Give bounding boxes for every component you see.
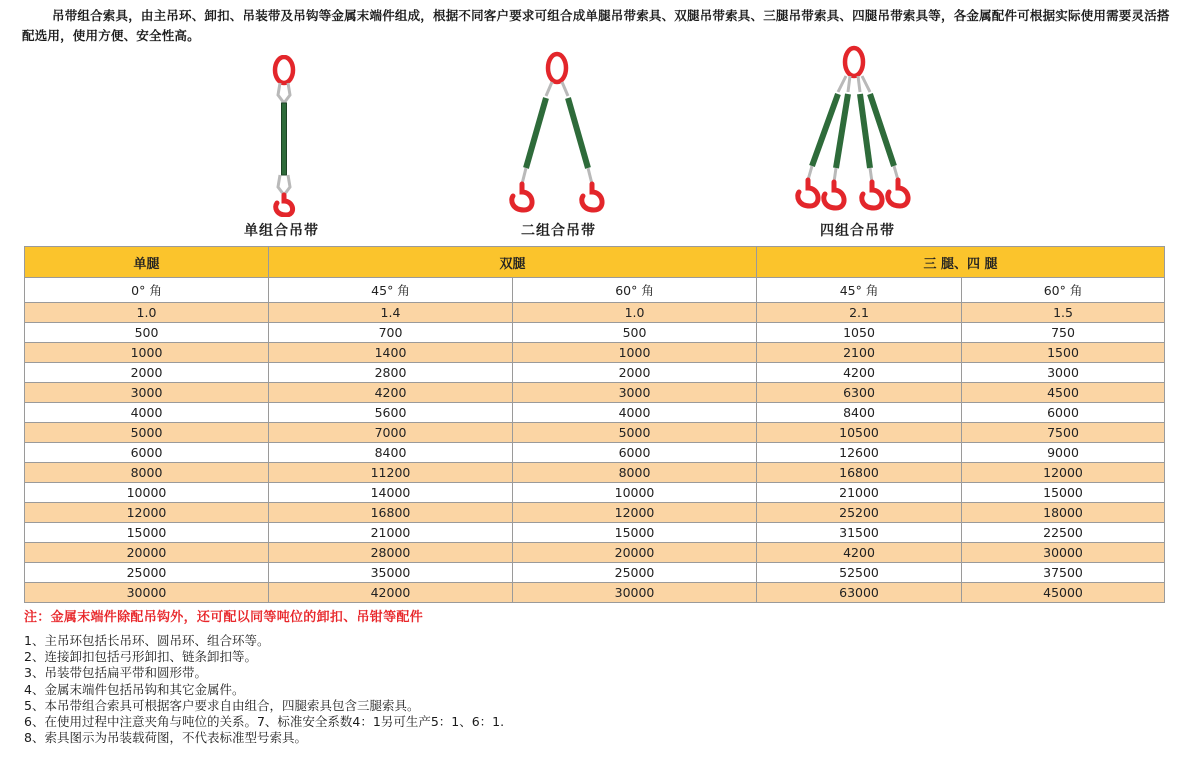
table-cell: 2800 (269, 363, 513, 383)
table-cell: 6000 (513, 443, 757, 463)
table-cell: 4200 (757, 543, 962, 563)
table-cell: 15000 (25, 523, 269, 543)
angle-header: 45° 角 (269, 278, 513, 303)
angle-header-row (25, 278, 1165, 303)
table-cell: 25000 (25, 563, 269, 583)
table-cell: 15000 (513, 523, 757, 543)
table-row (25, 583, 1165, 603)
table-cell: 2100 (757, 343, 962, 363)
table-cell: 7000 (269, 423, 513, 443)
table-cell: 6000 (25, 443, 269, 463)
list-item: 2、连接卸扣包括弓形卸扣、链条卸扣等。 (24, 649, 257, 665)
list-item: 6、在使用过程中注意夹角与吨位的关系。7、标准安全系数4：1另可生产5：1、6：1. (24, 714, 505, 730)
sling-caption-four: 四组合吊带 (820, 223, 895, 239)
angle-header: 0° 角 (25, 278, 269, 303)
table-row (25, 403, 1165, 423)
single-leg-sling-image (262, 55, 306, 217)
table-row (25, 303, 1165, 323)
table-cell: 3000 (25, 383, 269, 403)
angle-header: 45° 角 (757, 278, 962, 303)
table-cell: 3000 (513, 383, 757, 403)
table-cell: 4000 (513, 403, 757, 423)
table-cell: 8000 (25, 463, 269, 483)
table-cell: 45000 (962, 583, 1165, 603)
hook-icon (862, 182, 882, 208)
table-cell: 14000 (269, 483, 513, 503)
table-cell: 20000 (25, 543, 269, 563)
table-cell: 3000 (962, 363, 1165, 383)
header-single-leg: 单腿 (25, 247, 269, 278)
list-item: 5、本吊带组合索具可根据客户要求自由组合，四腿索具包含三腿索具。 (24, 697, 420, 713)
table-cell: 52500 (757, 563, 962, 583)
master-ring-icon (275, 57, 293, 83)
table-cell: 700 (269, 323, 513, 343)
table-cell: 12000 (962, 463, 1165, 483)
four-leg-sling-image (790, 44, 930, 216)
header-three-four-leg: 三 腿、四 腿 (757, 247, 1165, 278)
table-cell: 500 (513, 323, 757, 343)
hook-icon (888, 180, 908, 206)
table-cell: 10000 (25, 483, 269, 503)
notes-list (24, 633, 504, 746)
table-cell: 1500 (962, 343, 1165, 363)
group-header-row (25, 247, 1165, 278)
sling-caption-single: 单组合吊带 (244, 223, 319, 239)
table-row (25, 343, 1165, 363)
table-cell: 4500 (962, 383, 1165, 403)
master-ring-icon (845, 48, 863, 76)
table-cell: 5000 (25, 423, 269, 443)
table-cell: 500 (25, 323, 269, 343)
table-cell: 16800 (269, 503, 513, 523)
table-cell: 12000 (25, 503, 269, 523)
table-cell: 1050 (757, 323, 962, 343)
table-cell: 37500 (962, 563, 1165, 583)
table-cell: 63000 (757, 583, 962, 603)
table-cell: 4200 (269, 383, 513, 403)
master-ring-icon (548, 54, 566, 82)
table-cell: 8000 (513, 463, 757, 483)
list-item: 1、主吊环包括长吊环、圆吊环、组合环等。 (24, 633, 270, 648)
table-cell: 5600 (269, 403, 513, 423)
table-cell: 10000 (513, 483, 757, 503)
table-cell: 4000 (25, 403, 269, 423)
table-row (25, 323, 1165, 343)
table-cell: 15000 (962, 483, 1165, 503)
table-cell: 750 (962, 323, 1165, 343)
sling-caption-two: 二组合吊带 (521, 223, 596, 239)
table-cell: 1.4 (269, 303, 513, 323)
table-cell: 21000 (269, 523, 513, 543)
table-row (25, 463, 1165, 483)
table-row (25, 483, 1165, 503)
table-row (25, 543, 1165, 563)
table-cell: 10500 (757, 423, 962, 443)
table-row (25, 423, 1165, 443)
header-double-leg: 双腿 (269, 247, 757, 278)
red-note: 注：金属末端件除配吊钩外，还可配以同等吨位的卸扣、吊钳等配件 (24, 610, 424, 625)
table-cell: 42000 (269, 583, 513, 603)
table-cell: 30000 (25, 583, 269, 603)
table-cell: 1000 (513, 343, 757, 363)
table-row (25, 383, 1165, 403)
hook-icon (824, 182, 844, 208)
table-cell: 8400 (757, 403, 962, 423)
table-cell: 30000 (962, 543, 1165, 563)
table-cell: 7500 (962, 423, 1165, 443)
table-cell: 6000 (962, 403, 1165, 423)
table-cell: 2000 (513, 363, 757, 383)
table-cell: 35000 (269, 563, 513, 583)
table-cell: 25000 (513, 563, 757, 583)
table-cell: 20000 (513, 543, 757, 563)
table-row (25, 443, 1165, 463)
table-row (25, 523, 1165, 543)
hook-icon (276, 195, 293, 215)
two-leg-sling-image (500, 50, 618, 220)
table-cell: 2.1 (757, 303, 962, 323)
table-cell: 1.0 (25, 303, 269, 323)
table-cell: 1000 (25, 343, 269, 363)
angle-header: 60° 角 (962, 278, 1165, 303)
table-cell: 1.0 (513, 303, 757, 323)
list-item: 8、索具图示为吊装载荷图，不代表标准型号索具。 (24, 730, 307, 746)
table-cell: 5000 (513, 423, 757, 443)
table-cell: 1.5 (962, 303, 1165, 323)
angle-header: 60° 角 (513, 278, 757, 303)
table-cell: 31500 (757, 523, 962, 543)
table-cell: 9000 (962, 443, 1165, 463)
hook-icon (798, 180, 818, 206)
table-cell: 22500 (962, 523, 1165, 543)
list-item: 4、金属末端件包括吊钩和其它金属件。 (24, 681, 245, 697)
table-row (25, 563, 1165, 583)
table-cell: 21000 (757, 483, 962, 503)
table-cell: 12600 (757, 443, 962, 463)
load-capacity-table (24, 246, 1165, 603)
table-cell: 1400 (269, 343, 513, 363)
table-cell: 12000 (513, 503, 757, 523)
table-cell: 2000 (25, 363, 269, 383)
hook-icon (582, 184, 602, 210)
table-cell: 30000 (513, 583, 757, 603)
list-item: 3、吊装带包括扁平带和圆形带。 (24, 665, 207, 681)
table-row (25, 363, 1165, 383)
table-cell: 18000 (962, 503, 1165, 523)
intro-paragraph: 吊带组合索具，由主吊环、卸扣、吊装带及吊钩等金属末端件组成，根据不同客户要求可组合成单腿吊带索具、双腿吊带索具、三腿吊带索具、四腿吊带索具等，各金属配件可根据实际使用需要灵活搭配选用，使用方便、安全性高。 (22, 8, 1170, 43)
table-cell: 8400 (269, 443, 513, 463)
table-cell: 28000 (269, 543, 513, 563)
table-cell: 11200 (269, 463, 513, 483)
table-cell: 16800 (757, 463, 962, 483)
table-cell: 25200 (757, 503, 962, 523)
hook-icon (512, 184, 532, 210)
table-cell: 6300 (757, 383, 962, 403)
table-cell: 4200 (757, 363, 962, 383)
table-row (25, 503, 1165, 523)
table-body (25, 303, 1165, 603)
